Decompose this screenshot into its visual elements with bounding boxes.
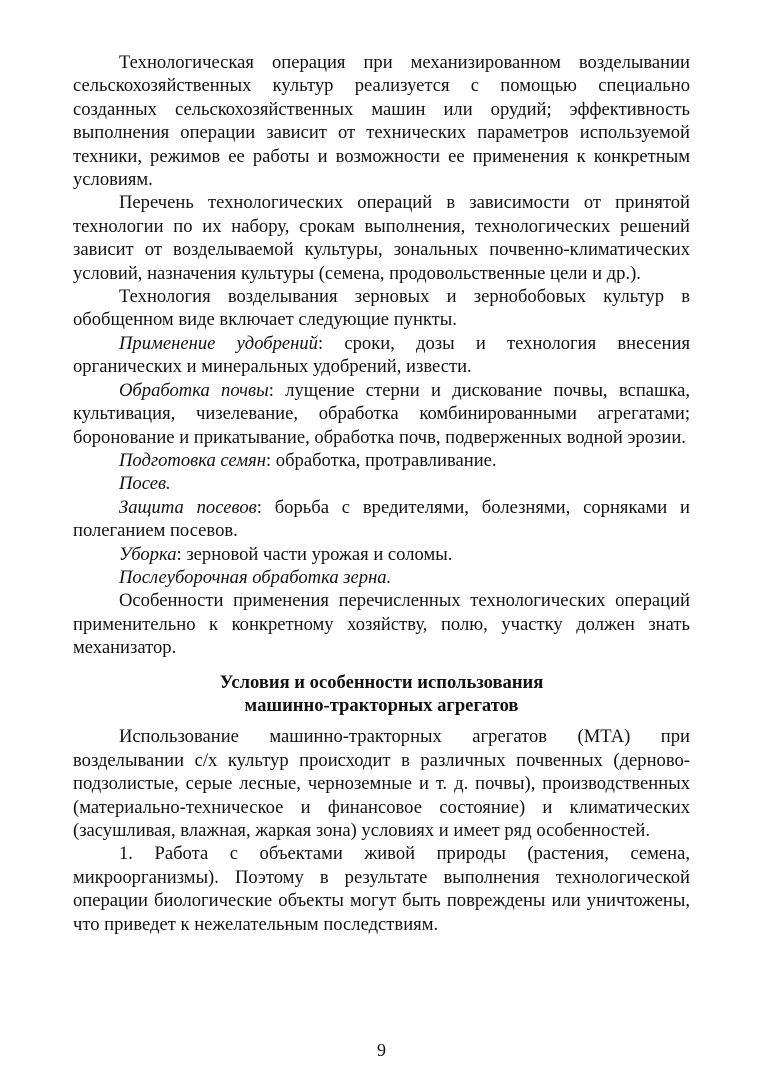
list-item-seed-preparation [73, 449, 690, 472]
paragraph-before-heading: Особенности применения перечисленных технологических операций применительно к конкретному хозяйству, полю, участку должен знать механизатор. [73, 590, 690, 659]
item-term: Посев. [119, 473, 171, 495]
section-heading [73, 671, 690, 718]
paragraph-1: Технологическая операция при механизированном возделывании сельскохозяйственных культур реализуется с помощью специально созданных сельскохозяйственных машин или орудий; эффективность выполнения операции зависит от технических параметров используемой техники, режимов ее работы и возможности ее применения к конкретным условиям. [73, 52, 690, 191]
item-term: Послеуборочная обработка зерна. [119, 566, 392, 588]
item-term: Защита посевов [119, 496, 257, 518]
item-term: Обработка почвы [119, 379, 269, 401]
item-term: Уборка [119, 543, 177, 565]
item-text: : лущение стерни и дискование почвы, вспашка, культивация, чизелевание, обработка комбинированными агрегатами; боронование и прикатывание, обработка почв, подверженных водной эрозии. [73, 379, 690, 448]
paragraph-4: Использование машинно-тракторных агрегатов (МТА) при возделывании с/х культур происходит в различных почвенных (дерново-подзолистые, серые лесные, черноземные и т. д. почвы), производственных (материально-техническое и финансовое состояние) и климатических (засушливая, влажная, жаркая зона) условиях и имеет ряд особенностей. [73, 726, 690, 841]
list-item-fertilizers [73, 332, 690, 379]
list-item-crop-protection [73, 496, 690, 543]
list-item-harvesting [73, 543, 690, 566]
page-number: 9 [377, 1040, 386, 1060]
paragraph-2: Перечень технологических операций в зависимости от принятой технологии по их набору, срокам выполнения, технологических решений зависит от возделываемой культуры, зональных почвенно-климатических условий, назначения культуры (семена, продовольственные цели и др.). [73, 192, 690, 284]
paragraph-5: 1. Работа с объектами живой природы (растения, семена, микроорганизмы). Поэтому в результате выполнения технологической операции биологические объекты могут быть повреждены или уничтожены, что приведет к нежелательным последствиям. [73, 843, 690, 935]
item-text: : борьба с вредителями, болезнями, сорняками и полеганием посевов. [73, 496, 690, 542]
list-item-soil-tillage [73, 379, 690, 449]
list-item-sowing [73, 472, 690, 495]
section-heading-line-2: машинно-тракторных агрегатов [244, 694, 519, 716]
item-text: : зерновой части урожая и соломы. [176, 543, 453, 565]
item-term: Подготовка семян [119, 449, 266, 471]
list-item-post-harvest [73, 566, 690, 589]
document-page [73, 51, 690, 936]
item-text: : обработка, протравливание. [265, 449, 497, 471]
paragraph-3: Технология возделывания зерновых и зернобобовых культур в обобщенном виде включает следующие пункты. [73, 286, 690, 331]
section-heading-line-1: Условия и особенности использования [219, 671, 544, 693]
item-term: Применение удобрений [119, 332, 318, 354]
item-text: : сроки, дозы и технология внесения органических и минеральных удобрений, извести. [73, 332, 690, 378]
